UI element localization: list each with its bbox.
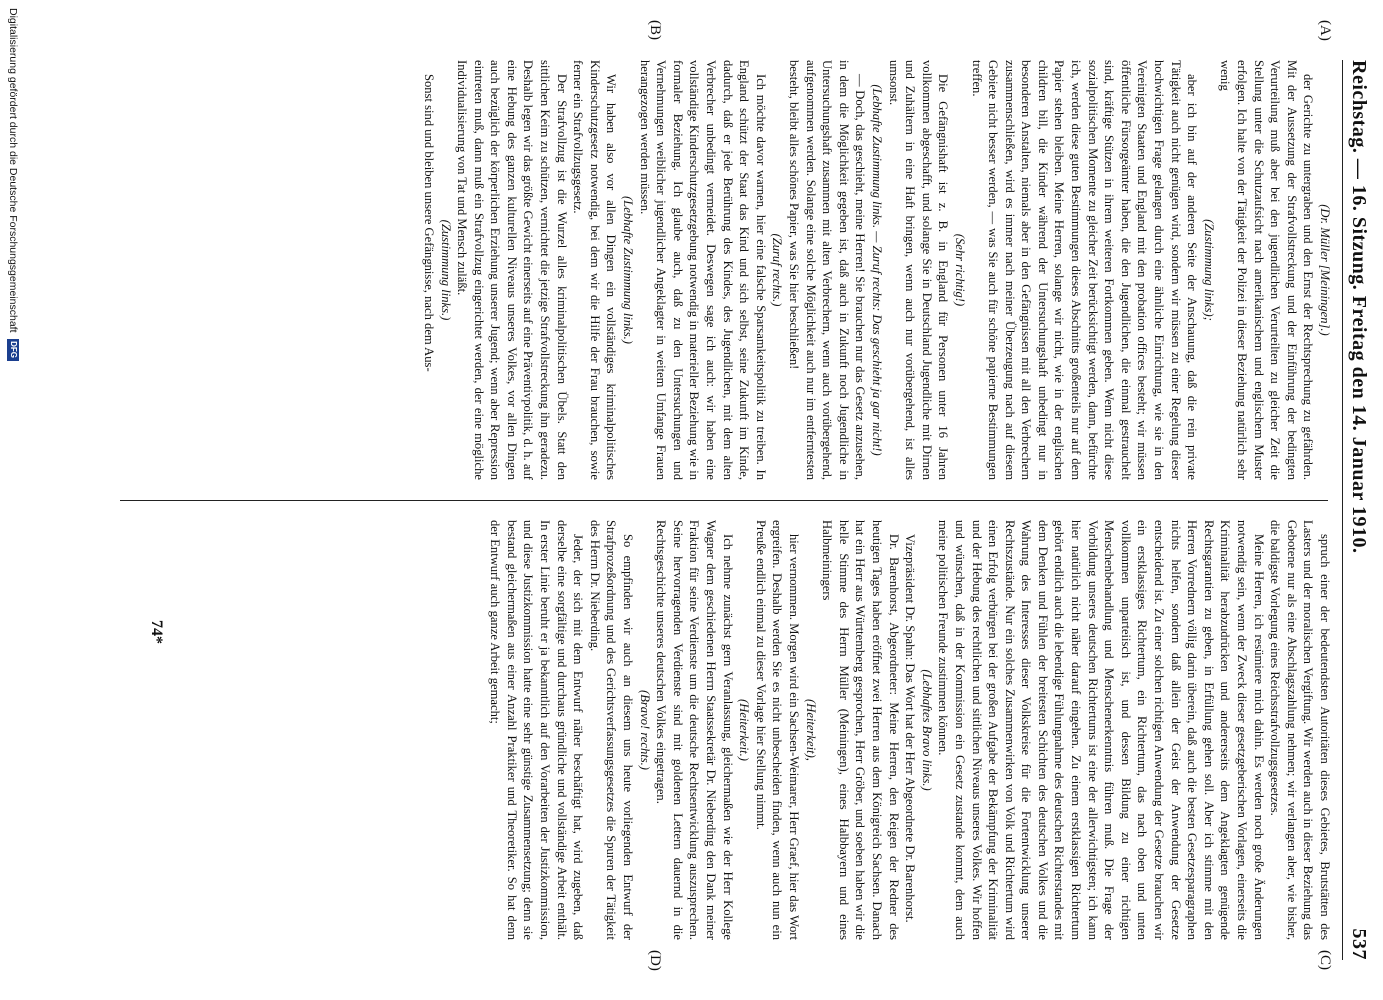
header-title: Reichstag. — 16. Sitzung. Freitag den 14. Januar 1910. — [1348, 60, 1371, 554]
paragraph-text: Sonst sind und bleiben unsere Gefängnisse, nach dem Aus- — [421, 74, 436, 372]
interjection-text: (Zuruf rechts.) — [770, 233, 785, 307]
paragraph-text: Vizepräsident Dr. Spahn: Das Wort hat der Herr Abgeordnete Dr. Barenhorst. — [903, 534, 918, 923]
footer-text: Digitalisierung gefördert durch die Deutsche Forschungsgemeinschaft — [7, 8, 19, 333]
interjection-text: (Dr. Müller [Meiningen].) — [1318, 204, 1332, 336]
interjection-text: (Heiterkeit), — [803, 699, 818, 761]
paragraph-text: Die Gefängnishaft ist z. B. in England für Personen unter 16 Jahren vollkommen abgeschafft, und solange Sie in Deutschland Jugendliche mit Dirnen und Zuhältern in eine Haft bringen, wenn auch nur vorübergehend, ist alles umsonst. — [886, 60, 951, 480]
paragraph-text: Jeder, der sich mit dem Entwurf näher beschäftigt hat, wird zugeben, daß derselbe eine sorgfältige und durchaus gründliche und vollständige Arbeit enthält. In erster Linie beruht er ja bekanntlich auf den Vorarbeiten der Justizkommission, und diese Justizkommission hatte eine sehr günstige Zusammensetzung; denn sie bestand gleichermaßen aus einer Anzahl Praktiker und Theoretiker. So hat denn der Entwurf auch ganze Arbeit gemacht; — [488, 520, 586, 940]
interjection-text: (Bravo! rechts.) — [637, 690, 652, 770]
column-divider — [120, 500, 1328, 501]
text-column-second — [120, 520, 1333, 940]
interjection-text: (Sehr richtig!) — [952, 233, 967, 307]
digitization-footer — [3, 0, 23, 1000]
interjection-text: (Zustimmung links.) — [438, 219, 453, 321]
page-header — [1342, 60, 1375, 960]
paragraph-text: Wir haben also vor allen Dingen ein vollständiges kriminalpolitisches Kinderschutzgesetz notwendig, bei dem wir die Hilfe der Frau brauchen, sowie ferner ein Strafvollzugsgesetz. — [571, 60, 619, 480]
paragraph-text: spruch einer der bedeutendsten Autoritäten dieses Gebietes, Brutstätten des Lasters und der moralischen Vergiftung. Wir werden auch in dieser Beziehung das Gebotene nur als eine Abschlagszahlung nehmen; wir verlangen aber, wie bisher, die baldigste Vorlegung eines Reichsstrafvollzugsgesetzes. — [1268, 520, 1332, 940]
page-number: 537 — [1348, 928, 1371, 960]
paragraph-text: hier vernommen. Morgen wird ein Sachsen-Weimarer, Herr Graef, hier das Wort ergreifen. Deshalb werden Sie es nicht unbescheiden finden, wenn auch nun ein Preuße endlich einmal zu dieser Vorlage hier Stellung nimmt. — [753, 520, 801, 940]
margin-marker-c: (C) — [1317, 950, 1333, 970]
paragraph-text: Meine Herren, ich resümiere mich dahin. Es werden noch große Änderungen notwendig sein, wenn der Zweck dieser gesetzgeberischen Vorlagen, einerseits die Kriminalität herabzudrücken und andererseits dem Angeklagten genügende Rechtsgarantien zu geben, in Erfüllung gehen soll. Aber ich stimme mit den Herren Vorrednern völlig darin überein, daß auch die besten Gesetzesparagraphen nichts helfen, sondern daß allein der Geist der Anwendung der Gesetze entscheidend ist. Zu einer solchen richtigen Anwendung der Gesetze brauchen wir ein erstklassiges Richtertum, ein Richtertum, das nach oben und unten vollkommen unparteiisch ist, und dessen Bildung zu einer richtigen Menschenbehandlung und Menschenerkenntnis führen muß. Die Frage der Vorbildung unseres deutschen Richtertums ist eine der allerwichtigsten; ich kann hier natürlich nicht näher darauf eingehen. Zu einem erstklassigen Richtertum gehört endlich auch die lebendige Fühlungnahme des deutschen Richterstandes mit dem Denken und Fühlen der breitesten Schichten des deutschen Volkes und die Wahrung des Interesses dieser Volkskreise für die Fortentwicklung unserer Rechtszustände. Nur ein solches Zusammenwirken von Volk und Richtertum wird einen Erfolg verbürgen bei der großen Aufgabe der Bekämpfung der Kriminalität und der Hebung des rechtlichen und sittlichen Niveaus unseres Volkes. Wir hoffen und wünschen, daß in der Kommission ein Gesetz zustande kommt, dem auch meine politischen Freunde zustimmen können. — [936, 520, 1266, 940]
paragraph-text: der Gerichte zu untergraben und den Ernst der Rechtsprechung zu gefährden. Mit der Aussetzung der Strafvollstreckung und der Einführung der bedingten Verurteilung muß aber bei den jugendlichen Verurteilten zu gleicher Zeit die Stellung unter die Schutzaufsicht nach amerikanischem und englischem Muster erfolgen. Ich halte von der Tätigkeit der Polizei in dieser Beziehung natürlich sehr wenig — [1218, 60, 1316, 480]
dfg-logo: DFG — [7, 339, 19, 361]
paragraph-text: Ich nehme zunächst gern Veranlassung, gleichermaßen wie der Herr Kollege Wagner dem geschiedenen Herrn Staatssekretär Dr. Nieberding den Dank meiner Fraktion für seine Verdienste um die deutsche Rechtsentwicklung auszusprechen. Seine hervorragenden Verdienste sind mit goldenen Lettern dauernd in die Rechtsgeschichte unseres deutschen Volkes eingetragen. — [654, 520, 735, 940]
interjection-text: (Zustimmung links); — [1201, 219, 1216, 321]
paragraph-text: Der Strafvollzug ist die Wurzel alles kriminalpolitischen Übels. Statt den sittlichen Keim zu schützen, vernichtet die jetzige Strafvollstreckung ihn geradezu. Deshalb legen wir das größte Gewicht einerseits auf eine Präventivpolitik, d. h. auf eine Hebung des ganzen kulturellen Niveaus unseres Volkes, vor allen Dingen auch bezüglich der körperlichen Erziehung unserer Jugend; wenn aber Repression eintreten muß, dann muß ein Strafvollzug eingerichtet werden, der eine mögliche Individualisierung von Tat und Mensch zuläßt. — [455, 60, 569, 480]
paragraph-text: So empfinden wir auch an diesem uns heute vorliegenden Entwurf der Strafprozeßordnung und des Gerichtsverfassungsgesetzes die Spuren der Tätigkeit des Herrn Dr. Nieberding. — [587, 520, 636, 940]
paragraph-text: aber ich bin auf der anderen Seite der Anschauung, daß die rein private Tätigkeit auch nicht genügen wird, sondern wir müssen zu einer Regelung dieser hochwichtigen Frage gelangen durch eine ähnliche Einrichtung, wie sie in den Vereinigten Staaten und England mit den probation offices besteht; wir müssen öffentliche Fürsorgeämter haben, die den Jugendlichen, die einmal gestrauchelt sind, kräftige Stützen in ihrem weiteren Fortkommen geben. Wenn nicht diese sozialpolitischen Momente zu gleicher Zeit berücksichtigt werden, dann, befürchte ich, werden diese guten Bestimmungen dieses Abschnitts großenteils nur auf dem Papier stehen bleiben. Meine Herren, solange wir nicht, wie in der englischen children bill, die Kinder während der Untersuchungshaft unbedingt nur in besonderen Anstalten, niemals aber in den Gefängnissen mit all den Verbrechern zusammenschließen, wird es immer nach meiner Überzeugung nach auf diesem Gebiete nicht besser werden, — was Sie auch für schöne papierne Bestimmungen treffen. — [969, 60, 1200, 480]
paragraph-text: — Doch, das geschieht, meine Herren! Sie brauchen nur das Gesetz anzusehen, in dem die Möglichkeit gegeben ist, daß auch in Zukunft noch Jugendliche in Untersuchungshaft zusammen mit alten Verbrechern, wenn auch vorübergehend, aufgenommen werden. Solange eine solche Möglichkeit auch nur im entferntesten besteht, bleibt alles schönes Papier, was Sie hier beschließen! — [787, 60, 868, 480]
interjection-text: (Lebhafte Zustimmung links. — Zuruf rechts: Das geschieht ja gar nicht!) — [869, 84, 884, 456]
paragraph-text: Dr. Barenhorst, Abgeordneter: Meine Herren, den Reigen der Redner des heutigen Tages haben eröffnet zwei Herren aus dem Königreich Sachsen. Danach hat ein Herr aus Württemberg gesprochen, Herr Gröber, und soeben haben wir die helle Stimme des Herrn Müller (Meiningen), eines Halbbayern und eines Halbmeiningers — [820, 520, 901, 940]
text-column-first — [120, 60, 1333, 480]
interjection-text: (Lebhafte Zustimmung links.) — [621, 196, 636, 344]
signature-mark: 74* — [148, 620, 165, 644]
interjection-text: (Heiterkeit.) — [737, 699, 752, 761]
margin-marker-a: (A) — [1317, 20, 1333, 41]
paragraph-text: Ich möchte davor warnen, hier eine falsche Sparsamkeitspolitik zu treiben. In England schützt der Staat das Kind und sich selbst, seine Zukunft im Kinde, dadurch, daß er jede Berührung des Kindes, des Jugendlichen, mit dem alten Verbrecher unbedingt vermeidet. Deswegen sage ich auch: wir haben eine vollständige Kinderschutzgesetzgebung notwendig in materieller Beziehung wie in formaler Beziehung. Ich glaube auch, daß zu den Untersuchungen und Vernehmungen weiblicher jugendlicher Angeklagter in weitem Umfange Frauen herangezogen werden müssen. — [637, 60, 768, 480]
margin-marker-b: (B) — [647, 20, 663, 40]
margin-marker-d: (D) — [647, 950, 663, 971]
interjection-text: (Lebhaftes Bravo links.) — [919, 669, 934, 791]
